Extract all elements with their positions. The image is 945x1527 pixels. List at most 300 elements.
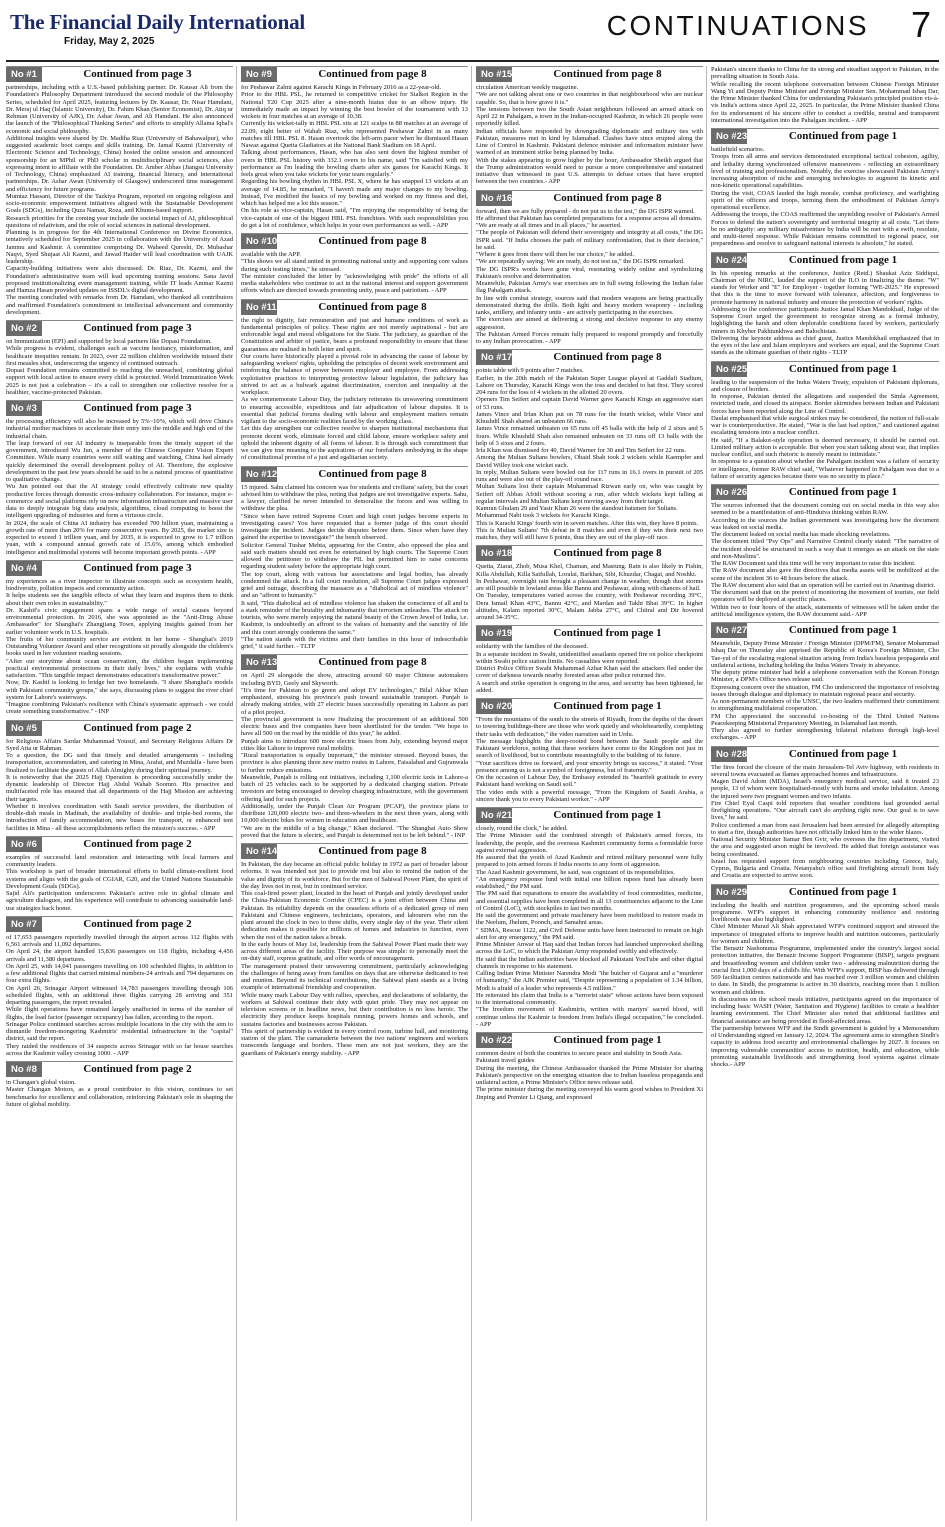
paragraph: With the stakes appearing to grow higher by the hour, Ambassador Sheikh argued that the Trump administration would need to pursue a more comprehensive and sustained initiative than witnessed in past U.S. attempts to defuse crises that have erupted between the two countries.- APP — [476, 156, 703, 186]
paragraph: leading to the suspension of the Indus Waters Treaty, expulsion of Pakistani diplomats, and closure of borders. — [711, 378, 939, 393]
paragraph: Pakistani travel guides — [476, 1057, 535, 1065]
article-number: No #29 — [711, 885, 747, 900]
continued-from: Continued from page 2 — [83, 1063, 192, 1075]
article-header — [476, 66, 703, 82]
article-number: No #24 — [711, 253, 747, 268]
article-body — [711, 764, 939, 880]
paragraph: Prime Minister Anwar ul Haq said that Indian forces had launched unprovoked shelling across the LoC, to which the Pakistan Army responded swiftly and effectively. — [476, 941, 703, 956]
paragraph: Mumtaz Hassani, Director of the Tazkiya Program, reported on ongoing religious and socio-economic empowerment initiatives aligned with the Sustainable Development Goals (SDGs), including Quza Namaz, Roza, and Khums-based support. — [6, 192, 233, 215]
paragraph: for Religious Affairs Sardar Muhammad Yousuf, and Secretary Religious Affairs Dr Syed Atta ur Rahman. — [6, 737, 233, 752]
article-number: No #18 — [476, 546, 512, 561]
page-number: 7 — [910, 4, 931, 45]
paragraph: In discussions on the school meals initiative, participants agreed on the importance of including basic WASH (Water, Sanitation and Hygiene) facilities to create a healthier learning environment. The Chief Minister also noted that additional facilities and financial assistance are being provided in flood-affected areas. — [711, 995, 939, 1025]
article-header — [711, 252, 939, 268]
paragraph: This coal-fired power plant, located in the heart of Punjab and jointly developed under the China-Pakistan Economic Corridor (CPEC) is a joint effort between China and Pakistan. Its reliability depends on the ceaseless efforts of a dedicated group of men Pakistani and Chinese engineers, technicians, operators, and labourers who run the plant around the clock in two to three shifts, every single day of the year. Their silent dedication makes it possible for millions of homes and industries to function, even when the rest of the nation takes a break. — [241, 890, 468, 941]
article — [476, 1032, 703, 1101]
article-header — [711, 884, 939, 900]
article-body — [476, 84, 703, 186]
article-header — [6, 560, 233, 576]
article-number: No #17 — [476, 350, 512, 365]
paragraph: In his opening remarks at the conference, Justice (Retd.) Shaukat Aziz Siddiqui, Chairman of the NIRC, lauded the support of the ILO in finalizing the theme: "W" stands for Worker and "E" for Employer - together forming "WE-2025." He expressed that this is the time to move forward with tolerance, affection, and forgiveness to promote harmony in national industry and ensure the protection of workers' rights. — [711, 269, 939, 306]
paragraph: James Vince remained unbeaten on 65 runs off 45 balls with the help of 2 sixes and 5 fours. While Khushdil Shah also remained unbeaten on 33 runs off 13 balls with the help of 3 sixes and 2 fours. — [476, 425, 703, 447]
article-body — [476, 367, 703, 541]
article — [476, 807, 703, 1028]
paragraph: While recalling the recent telephone conversation between Chinese Foreign Minister Wang Yi and Deputy Prime Minister and Foreign Minister Sen. Mohammad Ishaq Dar, the Prime Minister thanked China for understanding Pakistan's principled position vis-à-vis India's actions since April 22, 2025. In particular, the Prime Minister thanked China for its endorsement of his sincere offer to conduct a credible, neutral and transparent international investigation into the Pahalgam incident. - APP — [711, 80, 939, 124]
paragraph: According to the sources the Indian government was investigating how the document was leaked on social media. — [711, 516, 939, 531]
paragraph: Currently his wicket-tally in HBL PSL sits at 121 scalps in 88 matches at an average of 22.09, eight better of Wahab Riaz, who represented Peshawar Zalmi in as many matches till HBL PSL 8. Hasan overtook the left-arm pacer when he dismissed Hasan Nawaz against Quetta Gladiators at the National Bank Stadium on 18 April. — [241, 120, 468, 149]
article-header — [6, 836, 233, 852]
column-3 — [476, 66, 703, 1521]
article — [711, 746, 939, 880]
continued-from: Continued from page 1 — [788, 885, 898, 898]
paragraph: Dr. Kashif's civic engagement spans a wide range of social causes beyond environmental protection. In 2016, she was appointed as the "Anti-Drug Abuse Ambassador" for Shanghai's Zhangjiang Town, applying insights gained from her earlier volunteer work in U.S. hospitals. — [6, 606, 233, 636]
article-body — [241, 484, 468, 651]
paragraph: Addressing to the conference participants Justice Jamal Khan Mandokhail, Judge of the Supreme Court urged the government to recognize strong as a formal industry, highlighting the harsh and often deplorable conditions faced by workers, particularly miners in Khyber Pakhtunkhwa and Balochistan. — [711, 305, 939, 335]
paragraph: FM Cho appreciated the successful co-hosting of the Third United Nations Peacekeeping Ministerial Preparatory Meeting, in Islamabad last month. — [711, 712, 939, 727]
paragraph: available with the APP. — [241, 251, 301, 258]
paragraph: "We are ready at all times and in all places," he asserted. — [476, 222, 622, 229]
article-header — [241, 466, 468, 482]
article — [711, 128, 939, 248]
paragraph: James Vince and Irfan Khan put on 78 runs for the fourth wicket, while Vince and Khushdil Shah shared an unbeaten 66 runs. — [476, 410, 703, 425]
paragraph: While progress is evident, challenges such as vaccine hesitancy, misinformation, and healthcare inequities remain. In 2023, over 22 million children worldwide missed their first measles shot, underscoring the urgency of continued outreach. — [6, 345, 233, 367]
paragraph: Quetta, Ziarat, Zhob, Musa Khel, Chaman, and Mastung. Rain is also likely in Fishin, Killa Abdullah, Killa Saifullah, Loralai, Barkhan, Sibi, Khuzdar, Chagai, and Noshki. — [476, 563, 703, 578]
article-body — [241, 84, 468, 229]
paragraph: on April 29 alongside the show, attracting around 60 major Chinese automakers including BYD, Geely and Skyworth. — [241, 672, 468, 687]
paragraph: Planning is in progress for the 4th International Conference on Divine Economics, tentatively scheduled for September 2025 in collaboration with the University of Azad Jammu and Kashmir. A committee comprising Dr. Waheed Qureshi, Dr. Mubashar Naqvi, Syed Shujaat Ali Kazmi, and Jawad Haider will lead coordination with UAJK leadership. — [6, 229, 233, 265]
paragraph: "Imagine combining Pakistan's resilience with China's systematic approach - we could create something transformative." - INP — [6, 701, 233, 716]
paragraph: Among the Multan Sultans bowlers, Obaid Shah took 2 wickets while Kaempfer and David Willey took one wicket each. — [476, 454, 703, 469]
paragraph: In reply, Multan Sultans were bowled out for 117 runs in 16.1 overs in pursuit of 205 runs and were also out of the play-off round race. — [476, 468, 703, 483]
continued-from: Continued from page 8 — [318, 300, 427, 313]
continued-from: Continued from page 3 — [83, 402, 192, 414]
paragraph: He said the government and private machinery have been mobilized to restore roads in the Neelum, Jhelum, Poonch, and Samahni areas. — [476, 912, 703, 927]
paragraph: The document titled "Psy Ops" and Narrative Control clearly stated: "The narrative of the incident should be structured in such a way that it emerges as an attack on the state and non-Muslims". — [711, 538, 939, 560]
article-number: No #22 — [476, 1033, 512, 1048]
article — [6, 836, 233, 912]
article-header — [476, 1032, 703, 1048]
article — [476, 190, 703, 346]
paragraph: National Security Minister Itamar Ben Gvir, who oversees the fire department, visited the area and suggested arson might be involved. He added that foreign assistance was being coordinated. — [711, 836, 939, 858]
paragraph: While flight operations have remained largely unaffected in terms of the number of flights, the load factor (passenger occupancy) has fallen, according to the report. — [6, 1006, 233, 1021]
paragraph: Addressing the troops, the COAS reaffirmed the unyielding resolve of Pakistan's Armed Forces to defend the nation's sovereignty and territorial integrity at all costs. "Let there be no ambiguity: any military misadventure by India will be met with a swift, resolute, and multi-tiered response. While Pakistan remains committed to regional peace, our preparedness and resolve to safeguard national interests is absolute," he stated. — [711, 211, 939, 248]
paragraph: Srinagar Police continued searches across multiple locations in the city with the aim to dismantle freedom-mongering Kashmiris' residential infrastructure in the "capital" district, said the report. — [6, 1020, 233, 1043]
article-number: No #28 — [711, 747, 747, 762]
paragraph: "The nation stands with the victims and their families in this hour of indescribable grief," it said further. - TLTP — [241, 635, 468, 650]
article-header — [476, 698, 703, 714]
article — [711, 484, 939, 618]
paragraph: Meanwhile, Deputy Prime Minister / Foreign Minister (DPM/FM), Senator Mohammad Ishaq Dar on Thursday also apprised the Republic of Korea's Foreign Minister, Cho Tae-yul of the escalating regional situation arising from India's baseless propaganda and unilateral actions, including holding the Indus Waters Treaty in abeyance. — [711, 640, 939, 669]
continued-from: Continued from page 8 — [318, 467, 427, 480]
paragraph: In Peshawar, overnight rain brought a pleasant change in weather, though dust storms are still possible in lowland areas like Bannu and Peshawar, along with chances of hail. — [476, 577, 703, 592]
paragraph: He assured that the youth of Azad Kashmir and retired military personnel were fully prepared to join armed forces if India resorts to any form of aggression. — [476, 854, 703, 869]
continued-from: Continued from page 2 — [83, 721, 192, 734]
article-body — [6, 934, 233, 1057]
article — [241, 466, 468, 651]
paragraph: my experiences as a river inspector to illustrate concepts such as ecosystem health, biodiversity, pollution impacts and community action. — [6, 577, 233, 592]
paragraph: Research priorities for the coming year include the societal impact of AI, philosophical questions of relativism, and the role of social sciences in national development. — [6, 214, 233, 229]
paragraph: Irfa Khan was dismissed for 40, David Warner for 30 and Tim Seifert for 22 runs. — [476, 447, 687, 454]
article-header — [6, 720, 233, 736]
paragraph: Israel has requested support from neighbouring countries including Greece, Italy, Cyprus, Bulgaria and Croatia. Netanyahu's office said firefighting aircraft from Italy and Croatia are expected to arrive soon. — [711, 857, 939, 880]
continued-from: Continued from page 8 — [318, 656, 427, 669]
paragraph: The RAW document also gave the directives that media assets will be mobilized at the scene of the incident 36 to 48 hours before the attack. — [711, 567, 939, 582]
article-header — [6, 916, 233, 932]
article-number: No #14 — [241, 844, 277, 859]
article — [241, 843, 468, 1057]
article-body — [476, 643, 703, 694]
paragraph: A search and strike operation is ongoing in the area, and security has been tightened, he added. — [476, 679, 703, 694]
paragraph: Chief Minister Murad Ali Shah appreciated WFP's continued support and stressed the importance of integrated efforts to improve health and nutrition outcomes, particularly for women and children. — [711, 923, 939, 945]
paragraph: The DG ISPR's words have gone viral, resonating widely online and symbolizing Pakistan's resolve and determination. — [476, 265, 703, 280]
article-header — [711, 484, 939, 500]
article — [6, 66, 233, 316]
continued-from: Continued from page 1 — [788, 253, 898, 266]
article-number: No #15 — [476, 67, 512, 82]
article-body — [6, 578, 233, 716]
paragraph: "This shows we all stand united in promoting national unity and supporting core values during such testing times," he stressed. — [241, 258, 468, 273]
article-header — [241, 66, 468, 82]
article — [711, 361, 939, 481]
paragraph: on Immunization (EPI) and supported by local partners like Dopasi Foundation. — [6, 338, 212, 345]
paragraph: "An emergency response fund with initial one billion rupees fund has already been established," the PM said. — [476, 875, 703, 890]
paragraph: Regarding his bowling rhythm in HBL PSL X, where he has snapped 13 wickets at an average of 14.85, he remarked, "I haven't made any major changes to my bowling. Instead, I've modified the basics of my bowling and worked on my fitness and diet, which has helped me a lot this season." — [241, 178, 468, 207]
paragraph: The minister concluded the letter by "acknowledging with pride" the efforts of all media stakeholders who continue to act in the national interest and support government efforts which are directed towards promoting unity, peace and patriotism. - APP — [241, 272, 468, 295]
paragraph: In response to a question about whether the Pahalgam incident was a failure of security or intelligence, former RAW chief said, "Whatever happened in Pahalgam was due to a failure of security agencies because there was no security in place." — [711, 458, 939, 480]
paragraph: In a separate incident in Swabi, unidentified assailants opened fire on police checkpoint within Swabi police station limits. No casualties were reported. — [476, 650, 703, 665]
article-number: No #11 — [241, 300, 277, 315]
paragraph: The Azad Kashmir government, he said, was cognizant of its responsibilities. — [476, 868, 675, 876]
paragraph: It helps students see the tangible effects of what they learn and inspires them to think about their own roles in sustainability." — [6, 592, 233, 607]
article — [711, 66, 939, 124]
paragraph: "Rural transportation is equally important," the minister stressed. Beyond buses, the province is also planning three new metro routes in Lahore, Faisalabad and Gujranwala to further reduce emissions. — [241, 752, 468, 774]
masthead — [6, 4, 939, 62]
paragraph: He said, "If a Balakot-style operation is deemed necessary, it should be carried out. Limited military action is acceptable. But when you start talking about war, that implies nuclear conflict, and such rhetoric is merely meant to intimidate." — [711, 436, 939, 458]
paragraph: In the early hours of May 1st, leadership from the Sahiwal Power Plant made their way across different areas of the facility. Their purpose was simple: to personally meet the on-duty staff, express gratitude, and offer words of encouragement. — [241, 940, 468, 963]
paragraph: Indian officials have responded by downgrading diplomatic and military ties with Pakistan, measures met in kind by Islamabad. Clashes have since erupted along the Line of Control in Kashmir. Pakistani defence minister and information minister have warned of an imminent strike being planned by India. — [476, 127, 703, 157]
article-body — [711, 902, 939, 1069]
article-number: No #4 — [6, 561, 42, 576]
paragraph: He affirmed that Pakistan has completed preparations for a response across all domains. — [476, 214, 703, 222]
paragraph: The document said that on the pretext of monitoring the movement of tourists, our field operators will be deployed at specific places. — [711, 589, 939, 604]
paragraph: The fires forced the closure of the main Jerusalem-Tel Aviv highway, with residents in several towns evacuated as flames approached homes and infrastructure. — [711, 763, 939, 778]
article-number: No #8 — [6, 1062, 42, 1077]
paragraph: The prime minister during the meeting conveyed his warm good wishes to President Xi Jinping and Premier Li Qiang, and expressed — [476, 1086, 703, 1101]
continued-from: Continued from page 3 — [83, 322, 192, 334]
paragraph: battlefield scenarios. — [711, 146, 765, 153]
paper-name: The Financial Daily International — [10, 10, 306, 34]
paragraph: Expressing concern over the situation, FM Cho underscored the importance of resolving issues through dialogue and diplomacy to maintain regional peace and security. — [711, 683, 939, 698]
paragraph: for Peshawar Zalmi against Karachi Kings in February 2016 as a 22-year-old. — [241, 84, 442, 91]
paragraph: The video ends with a powerful message, "From the Kingdom of Saudi Arabia, a sincere thank you to every Pakistani worker." - APP — [476, 788, 703, 803]
paragraph: Meanwhile, Punjab is rolling out initiatives, including 1,100 electric taxis in Lahore-a batch of 25 vehicles each to be supported by a dedicated charging station. Private investors are being encouraged to develop charging infrastructure, with the government offering land for such projects. — [241, 773, 468, 803]
article-header — [241, 233, 468, 249]
article-header — [711, 361, 939, 377]
paragraph: The document leaked on social media has made shocking revelations. — [711, 531, 891, 538]
paragraph: "From the mountains of the south to the streets of Riyadh, from the depths of the desert to towering buildings-there are those who work quietly and wholeheartedly, completing their tasks with dedication," the video narration said in Urdu. — [476, 716, 703, 738]
paragraph: On the occasion of Labour Day, the Embassy extended its "heartfelt gratitude to every Pakistani hand working on Saudi soil." — [476, 774, 703, 789]
paragraph: Fire Chief Eyal Caspi told reporters that weather conditions had grounded aerial firefighting operations. "Our aircraft can't do anything right now. Our goal is to save lives," he said. — [711, 799, 939, 822]
paragraph: On April 25, with 14,041 passengers travelling on 100 scheduled flights, in addition to a few additional flights that carried minimal numbers-24 arrivals and 794 departures on four extra flights. — [6, 962, 233, 985]
article — [476, 545, 703, 621]
paragraph: 15 injured. Sahu claimed his concern was for students and civilians' safety, but the court advised him to withdraw the plea, noting that judges are not investigative experts. Sahu, a lawyer, clarified he never intended to demoralise the forces and was willing to withdraw the plea. — [241, 483, 468, 513]
article-body — [241, 251, 468, 295]
paragraph: the processing efficiency will also be increased by 5%~10%, which will drive China's industrial mother machines to accelerate their entry into the middle and high end of the industrial chain. — [6, 418, 233, 440]
paragraph: In response, Pakistan denied the allegations and suspended the Simla Agreement, restricted trade, and closed its airspace. Border skirmishes between Indian and Pakistani forces have been reported along the Line of Control. — [711, 393, 939, 415]
paragraph: The leap forward of our AI industry is inseparable from the timely support of the government, introduced Wu Jun, a member of the Chinese Computer Vision Expert Committee. While many countries were still waiting and watching, China had already quickly determined the overall development policy of AI. Therefore, the explosive development in the past few years should be said to be a natural process of quantitative to qualitative change. — [6, 439, 233, 483]
article — [711, 622, 939, 742]
paragraph: Troops from all arms and services demonstrated exceptional tactical cohesion, agility, and lethality during synchronized offensive manoeuvres - reflecting an extraordinary level of training and professionalism. Notably, the exercise showcased Pakistan Army's increasing absorption of niche and emerging technologies to augment its kinetic and non-kinetic operational capabilities. — [711, 153, 939, 190]
article-body — [711, 270, 939, 357]
article-number: No #19 — [476, 626, 512, 641]
article — [476, 66, 703, 186]
paragraph: the right to dignity, fair remuneration and just and humane conditions of work as fundamental principles of policy. These rights are not merely aspirational - but are enforceable legal and moral obligations for the State. The judiciary, as guardian of the Constitution and arbiter of justice, bears a profound responsibility to ensure that these guarantees are realised in both letter and spirit. — [241, 316, 468, 353]
article-number: No #1 — [6, 67, 42, 82]
paragraph: The meeting concluded with remarks from Dr. Hamdani, who thanked all contributors and reaffirmed Foundation's commitment to intellectual advancement and community development. — [6, 294, 233, 316]
continued-from: Continued from page 1 — [553, 700, 662, 712]
paragraph: The fruits of her community service are evident in her home - Shanghai's 2019 Outstanding Volunteer Award and other recognitions sit proudly alongside the children's books used in her volunteer reading sessions. — [6, 635, 233, 658]
continued-from: Continued from page 8 — [318, 68, 427, 80]
continued-from: Continued from page 8 — [553, 191, 662, 204]
article-body — [476, 1050, 703, 1101]
article-header — [476, 349, 703, 365]
paragraph: of 17,653 passengers reportedly travelled through the airport across 112 flights with 6,561 arrivals and 11,092 departures. — [6, 933, 233, 948]
continued-from: Continued from page 1 — [788, 486, 898, 498]
paragraph: "We are not talking about one or two countries in that neighbourhood who are nuclear capable. So, that is how grave it is." — [476, 91, 703, 106]
article-header — [6, 400, 233, 416]
article-body — [476, 563, 703, 621]
article — [6, 916, 233, 1057]
article-number: No #21 — [476, 808, 512, 823]
continued-from: Continued from page 2 — [83, 917, 192, 930]
paragraph: Calling Indian Prime Minister Narendra Modi "the butcher of Gujarat and a "murderer of humanity," the AJK Premier said, "Despite representing a population of 1.34 billion, Modi is afraid of a leader who represents 4.5 million." — [476, 970, 703, 992]
article — [6, 1061, 233, 1108]
paragraph: Police confirmed a man from east Jerusalem had been arrested for allegedly attempting to start a fire, though authorities have not officially linked him to the wider blazes. — [711, 821, 939, 836]
article-number: No #26 — [711, 485, 747, 500]
paragraph: partnerships, including with a U.S.-based publishing partner. Dr. Kausar Ali from the Foundation's Philosophy Department introduced the second module of the Philosophy Series, scheduled for April 2025, featuring lectures by Dr. Kausar, Dr. Nisar Hamdani, Dr. Meraj ul Haq (Islamic University), Dr. Fahim Khan (Senior Economist), Dr. Atiq ur Rehman (University of AJK), Dr. Ashar Awan, and Ali Hamdani. He also announced the launch of the "Philosophical Thinking Series" and efforts to simplify Allama Iqbal's economic and social philosophy. — [6, 84, 233, 135]
paragraph: On Tuesday, temperatures varied across the country, with Peshawar recording 39°C, Dera Ismail Khan 43°C, Bannu 42°C, and Mardan and Takht Bhai 39°C. In higher altitudes, Kalam reported 30°C, Malam Jabba 27°C, and Chitral and Dir hovered around 34-35°C. — [476, 592, 703, 621]
article-header — [476, 190, 703, 206]
paragraph: It is noteworthy that the 2025 Hajj Operation is proceeding successfully under the dynamic leadership of Director Hajj Abdul Wahab Soomro. His proactive and multifaceted role has ensured that all departments of the Hajj Mission are achieving their targets. — [6, 773, 233, 803]
paragraph: The deputy prime minister had held a telephone conversation with the Korean Foreign Minister, a DPM's Office news release said. — [711, 669, 939, 684]
article-body — [711, 146, 939, 248]
paragraph: During the meeting, the Chinese Ambassador thanked the Prime Minister for sharing Pakistan's perspective on the emerging situation due to Indian baseless propaganda and unilateral action, a Prime Minister's Office news release said. — [476, 1064, 703, 1086]
article-header — [476, 625, 703, 641]
paragraph: On April 26, Srinagar Airport witnessed 14,783 passengers travelling through 106 scheduled flights, with an additional three flights carrying 28 arriving and 351 departing passengers, the report revealed. — [6, 984, 233, 1006]
paragraph: Capacity-building initiatives were also discussed. Dr. Riaz, Dr. Kazmi, and the Foundation's administrative team will lead upcoming training sessions. Sana Javid proposed institutionalizing event management training, while IT leads Ammar Kazmi and Hamza Hasan provided updates on ISSDL's digital development. — [6, 265, 233, 294]
paragraph: "The freedom movement of Kashmiris, written with martyrs' sacred blood, will continue unless the Kashmir is freedom from India's illegal occupation," he concluded. - APP — [476, 1006, 703, 1028]
article — [6, 400, 233, 556]
article-number: No #12 — [241, 467, 277, 482]
article-number: No #6 — [6, 837, 42, 852]
article-number: No #3 — [6, 401, 42, 416]
continued-from: Continued from page 1 — [553, 1034, 662, 1046]
article-header — [6, 320, 233, 336]
paragraph: The partnership between WFP and the Sindh government is guided by a Memorandum of Understanding signed on January 12, 2024. The agreement aims to strengthen Sindh's capacity to address food security and environmental challenges by 2027. It focuses on improving vulnerable communities' access to nutrition, health, and education, while promoting sustainable livelihoods and strengthening food systems against climate shocks.- APP — [711, 1024, 939, 1068]
article-body — [6, 1079, 233, 1108]
article-number: No #10 — [241, 234, 277, 249]
paragraph: "Where it goes from there will then be our choice," he added. — [476, 251, 635, 258]
paragraph: "It's time for Pakistan to go green and adopt EV technologies," Bilal Akbar Khan emphasized, stressing his province's push toward sustainable transport. Punjab is already making strides, with 27 electric buses successfully operating in Lahore as part of a pilot project. — [241, 686, 468, 716]
article-number: No #9 — [241, 67, 277, 82]
article — [241, 654, 468, 839]
paragraph: The management praised their unwavering commitment, particularly acknowledging the challenges of being away from families on days that are otherwise dedicated to rest and reunion. Beyond its technical contributions, the Sahiwal plant stands as a living example of international friendship and cooperation. — [241, 962, 468, 992]
paragraph: solidarity with the families of the deceased. — [476, 643, 589, 651]
paragraph: On April 24, the airport handled 15,836 passengers on 118 flights, including 4,456 arrivals and 11,380 departures. — [6, 948, 233, 963]
paragraph: Let this day strengthen our collective resolve to sharpen institutional mechanisms that promote decent work, eliminate forced and child labour, ensure workplace safety and uphold the inherent dignity of all forms of labour. It is through such commitment that we can give true meaning to the aspirations of our forefathers embodying in the shape of constitutional promise of a just and egalitarian society. — [241, 425, 468, 462]
article-body — [711, 640, 939, 742]
paragraph: On his role as vice-captain, Hasan said, "I'm enjoying the responsibility of being the vice-captain of one of the biggest HBL PSL franchises. With such responsibilities you do get a lot of confidence, which helps in your own performances as well. - APP — [241, 207, 468, 229]
article-body — [6, 854, 233, 912]
paragraph: The RAW document also said that an operation will be carried out in Anantnag district. — [711, 581, 936, 589]
article-number: No #16 — [476, 191, 512, 206]
continued-from: Continued from page 8 — [553, 68, 662, 80]
paragraph: He reiterated his claim that India is a "terrorist state" whose actions have been exposed to the international community. — [476, 991, 703, 1006]
paragraph: The Prime Minister said the combined strength of Pakistan's armed forces, its leadership, the people, and the overseas Kashmiri community forms a formidable force against external aggression. — [476, 832, 703, 854]
article — [6, 320, 233, 396]
article-body — [711, 379, 939, 481]
paragraph: This workshop is part of broader international efforts to build climate-resilient food systems and aligns with the goals of CGIAR, G20, and the United Nations Sustainable Development Goals (SDGs). — [6, 868, 233, 890]
paragraph: The top court, along with various bar associations and legal bodies, has already condemned the attack. In a full court resolution, all Supreme Court judges expressed grief and outrage, describing the massacre as a "diabolical act of mindless violence" and an "affront to humanity." — [241, 570, 468, 600]
article-header — [476, 545, 703, 561]
paragraph: Whether it involves coordination with Saudi service providers, the distribution of double-dish meals in Madinah, the availability of double- and triple-bed rooms, the introduction of family accommodation, new buses for transport, or enhanced tent facilities in Mina - all these accomplishments reflect the mission's success. - APP — [6, 802, 233, 832]
continued-from: Continued from page 8 — [553, 547, 662, 560]
continued-from: Continued from page 1 — [553, 627, 662, 640]
paragraph: While many mark Labour Day with rallies, speeches, and declarations of solidarity, the workers at Sahiwal continue their duty with quiet pride. They may not appear on television screens or in headline news, but their contribution is no less heroic. The electricity they produce keeps hospitals running, powers homes and schools, and sustains factories and businesses across Pakistan. — [241, 991, 468, 1028]
article — [711, 252, 939, 357]
paragraph: Magen David Adom (MDA), Israel's emergency medical service, said it treated 23 people, 13 of whom were hospitalised-mostly with burns and smoke inhalation. Among the injured were two pregnant women and two infants. — [711, 778, 939, 800]
article-header — [476, 807, 703, 823]
continued-from: Continued from page 1 — [788, 130, 898, 142]
paragraph: examples of successful land restoration and interacting with local farmers and community leaders. — [6, 853, 233, 868]
paragraph: Within two to four hours of the attack, statements of witnesses will be taken under the artificial intelligence system, the RAW document said.- APP — [711, 603, 939, 618]
column-4 — [711, 66, 939, 1521]
article-body — [241, 672, 468, 839]
continued-from: Continued from page 1 — [788, 362, 898, 375]
article-body — [241, 861, 468, 1057]
article-body — [6, 418, 233, 556]
article-header — [241, 843, 468, 859]
paragraph: " SDMA, Rescue 1122, and Civil Defense units have been instructed to remain on high alert for any emergency," the PM said. — [476, 926, 703, 941]
continued-from: Continued from page 8 — [318, 235, 427, 247]
paragraph: In 2024, the scale of China AI industry has exceeded 700 billion yuan, maintaining a growth rate of more than 20% for many consecutive years. By 2025, the market size is expected to exceed 1 trillion yuan, and by 2035, it is expected to grow to 1.7 trillion yuan, with a compound annual growth rate of 15.6%, among which embodied intelligence and multimodal systems will become important growth points. - APP — [6, 519, 233, 556]
paragraph: "Your sacrifices drive us forward, and your sincerity brings us success," it stated. "Your presence among us is not a symbol of foreignness, but of fraternity." — [476, 759, 703, 774]
article-body — [6, 338, 233, 396]
paragraph: The message highlights the deep-rooted bond between the Saudi people and the Pakistani workforce, noting that these workers have come to the Kingdom not just in search of livelihood, but to contribute meaningfully to the building of its future. — [476, 737, 703, 760]
paragraph: In line with combat strategy, sources said that modern weapons are being practically demonstrated during the drills. Both light and heavy modern weaponry - including tanks, artillery, and infantry units - are actively participating in the exercises. — [476, 294, 703, 316]
article-number: No #7 — [6, 917, 42, 932]
article-number: No #13 — [241, 655, 277, 670]
paragraph: Openers Tim Seifert and captain David Warner gave Karachi Kings an aggressive start of 53 runs. — [476, 396, 703, 411]
paragraph: Additional insights were shared by Dr. Madiha Riaz (University of Bahawalpur), who suggested academic boot camps and skills training. Dr. Jamal Kazmi (University of Electronic Science and Technology, China) hosted the online session and announced sponsorship for an MPhil or PhD scholar in multidisciplinary social sciences, also expressing intent to affiliate with the Foundation. Dr. Amber Abbas (Jiangsu University of Technology, China) emphasized AI training, financial literacy, and international partnerships. Dr. Ashar Awan (University of Glasgow) underscored time management and efficiency for future programs. — [6, 134, 233, 193]
paragraph: "We are in the middle of a big change," Khan declared. "The Shanghai Auto Show proved that the future is electric, and Punjab is determined not to be left behind." - INP — [241, 824, 468, 839]
paragraph: forward, then we are fully prepared - do not put us to the test," the DG ISPR warned. — [476, 207, 695, 215]
paragraph: Multan Sultans lost their captain Muhammad Rizwan early on, who was caught by Seifert off Abbas Afridi without scoring a run, after which wickets kept falling at regular intervals and Multan Sultans kept moving away from their target. — [476, 483, 703, 505]
paragraph: "We are repeatedly saying: We are ready, do not test us," the DG ISPR remarked. — [476, 258, 685, 266]
paragraph: The Benazir Nashonuma Programme, implemented under the country's largest social protection initiative, the Benazir Income Support Programme (BISP), targets pregnant and breastfeeding women and children under two - addressing malnutrition during the crucial first 1,000 days of a child's life. With WFP's support, BISP has delivered through 569 facilitation centres nationwide and has reached over 3 million women and children to date. In Sindh, the programme is active in 30 districts, reaching more than 1 million women and children. — [711, 945, 939, 996]
article-number: No #20 — [476, 699, 512, 714]
article-body — [476, 208, 703, 346]
article-number: No #5 — [6, 721, 42, 736]
paragraph: common desire of both the countries to secure peace and stability in South Asia. — [476, 1050, 683, 1057]
paragraph: Now, Dr. Kashif is looking to bridge her two homelands. "I share Shanghai's models with Pakistani community groups," she says, discussing plans to suggest the river chief system for Lahore's waterways. — [6, 679, 233, 701]
paragraph: He said that the Indian authorities have blocked all Pakistani YouTube and other digital channels in response to his statement. — [476, 955, 703, 970]
paragraph: Delivering the keynote address as chief guest, Justice Mandokhail emphasized that in the eyes of the law and Islam employers and workers are equal, and the Supreme Court stands as the ultimate guardian of their rights - TLTP — [711, 334, 939, 357]
paragraph: This is Multan Sultans' 7th defeat in 8 matches and even if they win their next two matches, they will still have 6 points, thus they are out of the play-off race. — [476, 526, 703, 541]
paragraph: "Since when have retired Supreme Court and high court judges become experts in investigating cases? You have requested that a former judge of this court should investigate the incident. Judges decide disputes before them. Since when have they gained the expertise to investigate?" the bench observed. — [241, 512, 468, 542]
paragraph: Punjab aims to introduce 600 more electric buses from July, extending beyond major cities like Lahore to improve rural mobility. — [241, 737, 468, 752]
issue-date: Friday, May 2, 2025 — [64, 36, 155, 47]
article-header — [241, 299, 468, 315]
paragraph: As non-permanent members of the UNSC, the two leaders reaffirmed their commitment to strengthening multilateral cooperation. — [711, 698, 939, 713]
article — [241, 66, 468, 229]
paragraph: Wu Jun pointed out that the AI strategy could effectively cultivate new quality productive forces through domestic cross-industry collaboration. For instance, major e-commerce and social platforms rely on new information infrastructure and massive user data to deeply integrate big data analysis, algorithms, cloud computing to boost the intelligent upgrading of industries and form a virtuous circle. — [6, 483, 233, 520]
paragraph: "The people of Pakistan will defend their sovereignty and integrity at all costs," the DG ISPR said. "If India chooses the path of military confrontation, that is their decision," he said. — [476, 229, 703, 251]
paragraph: "After our storytime about ocean conservation, the children began implementing practical environmental protections in their daily lives," she explains with visible satisfaction. "This tangible impact demonstrates education's transformative power." — [6, 657, 233, 679]
article — [476, 349, 703, 541]
paragraph: The provincial government is now finalizing the procurement of an additional 500 electric buses and five companies have been shortlisted for the tender. "We hope to have all 500 on the road by the middle of this year," he added. — [241, 715, 468, 738]
paragraph: It said, "This diabolical act of mindless violence has shaken the conscience of all and is a stark reminder of the brutality and inhumanity that terrorism unleashes. The attack on tourists, who were merely enjoying the natural beauty of the Crown Jewel of India, i.e. Kashmir, is undoubtedly an affront to the values of humanity and the sanctity of life and this court strongly condemns the same." — [241, 599, 468, 636]
article-number: No #25 — [711, 362, 747, 377]
article-header — [711, 128, 939, 144]
paragraph: As we commemorate Labour Day, the judiciary reiterates its unwavering commitment to ensuring accessible, expeditious and fair adjudication of labour disputes. It is essential that judicial forums dealing with labour and employment matters remain vigilant to the socio-economic realities faced by the working class. — [241, 396, 468, 425]
paragraph: The exercises are aimed at delivering a strong and decisive response to any enemy aggression. — [476, 316, 703, 331]
continued-from: Continued from page 8 — [318, 845, 427, 857]
article-header — [241, 654, 468, 670]
paragraph: including the health and nutrition programmes, and the upcoming school meals programme. WFP's support in enhancing community resilience and restoring livelihoods was also highlighted. — [711, 901, 939, 923]
paragraph: Solicitor General Tushar Mehta, appearing for the Centre, also opposed the plea and said such matters should not even be entertained by high courts. The Supreme Court allowed the petitioner to withdraw the PIL but permitted him to raise concerns regarding student safety before the appropriate high court. — [241, 541, 468, 571]
paragraph: Dopasi Foundation remains committed to reaching the unreached, combining global support with local action to ensure every child is protected. World Immunization Week 2025 is not just a celebration – it's a call to strengthen our collective resolve for a healthier, vaccine-protected Pakistan. — [6, 367, 233, 396]
article-body — [241, 317, 468, 462]
article-body — [711, 502, 939, 618]
paragraph: Master Changan Motors, as a proud contributor to this vision, continues to set benchmarks for excellence and collaboration, reinforcing Pakistan's role in shaping the future of global mobility. — [6, 1086, 233, 1108]
paragraph: The Pakistan Armed Forces remain fully prepared to respond promptly and forcefully to any Indian provocation. - APP — [476, 330, 703, 345]
paragraph: Daulat emphasised that while surgical strikes may be considered, the notion of full-scale war is counterproductive. He stated, "War is the last bad option," and cautioned against escalating tensions into a nuclear conflict. — [711, 414, 939, 437]
article-body — [476, 716, 703, 803]
paragraph: In Pakistan, the day became an official public holiday in 1972 as part of broader labour reforms. It was intended not just to provide rest but also to remind the nation of the value and dignity of its workforce. But for the men of Sahiwal Power Plant, the spirit of the day lives not in rest, but in continued service. — [241, 861, 468, 890]
continued-from: Continued from page 1 — [788, 747, 898, 760]
paragraph: They also agreed to further strengthening bilateral relations through high-level exchanges. - APP — [711, 727, 939, 742]
paragraph: Mohammad Nabi took 3 wickets for Karachi Kings. — [476, 512, 611, 520]
paragraph: Our courts have historically played a pivotal role in advancing the cause of labour by safeguarding workers' rights, upholding the principles of decent work environment and reinforcing the balance of power between employer and employee. From addressing exploitative practices to interpreting protective labour legislation, the judiciary has strived to act as a bulwark against discrimination, coercion and inequality at the workplace. — [241, 352, 468, 396]
paragraph: The RAW Document said this time will be very important to raise this incident. — [711, 560, 916, 567]
paragraph: Prior to the HBL PSL, he returned to competitive cricket for Sialkot Region in the National T20 Cup 2025 after a nine-month hiatus due to an elbow injury. He immediately made an impact by winning the best bowler of the tournament with 13 wickets in four matches at an average of 10.38. — [241, 91, 468, 120]
paragraph: This spirit of partnership is evident in every control room, turbine hall, and monitoring station of the plant. The camaraderie between the two nations' engineers and workers transcends language and borders. These men are not just workers, they are the guardians of Pakistan's energy stability. - APP — [241, 1027, 468, 1057]
paragraph: Talking about performances, Hasan, who has also sent down the highest number of overs in HBL PSL history with 332.1 overs to his name, said "I'm satisfied with my performance as I'm leading the bowling charts after six games for Karachi Kings. It feels great when you take wickets for your team regularly." — [241, 149, 468, 178]
article — [241, 299, 468, 462]
columns — [6, 66, 939, 1521]
article — [6, 720, 233, 832]
paragraph: The PM said that reparations to ensure the availability of food commodities, medicine, and essential supplies have been completed in all 13 constituencies adjacent to the Line of Control (LoC), with stockpiles to last two months. — [476, 890, 703, 912]
continued-from: Continued from page 3 — [83, 68, 192, 80]
paragraph: Kamran Ghulam 29 and Yasir Khan 26 were the standout batsmen for Sultans. — [476, 505, 678, 512]
paragraph: To a question, the DG said that timely and detailed arrangements - including transportation, accommodation, and catering in Mina, Arafat, and Muzdalfa - have been finalized to facilitate the guests of Allah Almighty during their spiritual journey. — [6, 752, 233, 774]
article-number: No #27 — [711, 623, 747, 638]
paragraph: District Police Officer Swabi Muhammad Azhar Khan said the attackers fled under the cover of darkness towards nearby forested areas after police returned fire. — [476, 665, 703, 680]
paragraph: The sources informed that the document coming out on social media in this way also seemed to be a manifestation of anti-Hindutva thinking within RAW. — [711, 502, 939, 517]
continued-from: Continued from page 8 — [553, 351, 662, 364]
paragraph: closely, round the clock," he added. — [476, 825, 568, 832]
article-body — [476, 825, 703, 1028]
article — [476, 625, 703, 694]
paragraph: Earlier, in the 20th match of the Pakistan Super League played at Gaddafi Stadium, Lahore on Thursday, Karachi Kings won the toss and decided to bat first. They scored 204 runs for the loss of 4 wickets in the allotted 20 overs. — [476, 374, 703, 396]
article — [6, 560, 233, 716]
article-header — [711, 746, 939, 762]
continued-from: Continued from page 1 — [788, 624, 898, 636]
paragraph: Additionally, under the Punjab Clean Air Program (PCAP), the province plans to distribute 120,000 electric two- and three-wheelers in the next three years, along with 10,000 electric bikes for women in education and healthcare. — [241, 802, 468, 825]
section-title: CONTINUATIONS — [606, 10, 869, 41]
continued-from: Continued from page 2 — [83, 837, 192, 850]
